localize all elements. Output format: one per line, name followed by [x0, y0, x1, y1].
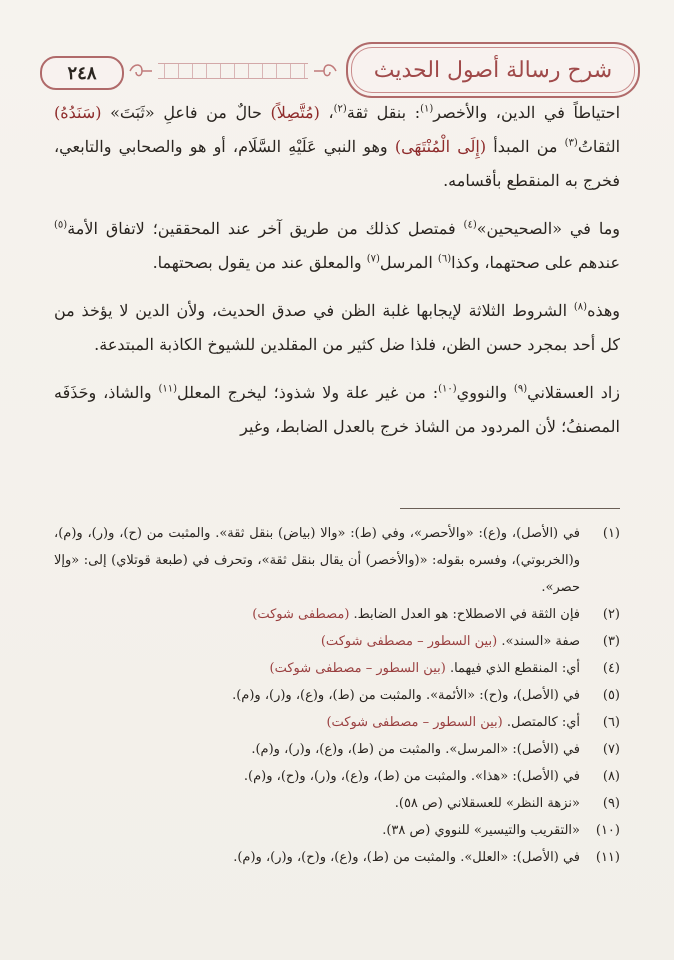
footnote-text [54, 628, 580, 655]
p1-text-b: : بنقل ثقة [346, 103, 421, 122]
footnote-text [54, 790, 580, 817]
footnote-number: (١٠) [595, 823, 620, 838]
p1-text-e: الثقاتُ [577, 137, 621, 156]
footnote-ref-10[interactable]: (١٠) [438, 383, 457, 395]
paragraph-2 [54, 212, 620, 280]
footnote-number: (٥) [602, 688, 620, 703]
book-title: شرح رسالة أصول الحديث [373, 57, 613, 83]
footnote-text [54, 520, 580, 601]
footnote-body: فإن الثقة في الاصطلاح: هو العدل الضابط. [353, 607, 580, 622]
ornament-right-icon [312, 60, 338, 82]
matn-muttasilan: (مُتَّصِلاً) [270, 103, 320, 122]
p1-text-d: حالٌ من فاعلِ «ثَبَتَ» [101, 103, 271, 122]
matn-sanaduhu: (سَنَدُهُ) [54, 103, 102, 122]
footnote-text [54, 763, 580, 790]
footnote-number: (١١) [595, 850, 620, 865]
footnote-number: (٧) [602, 742, 620, 757]
p3-text-b: الشروط الثلاثة لإيجابها غلبة الظن في صدق الحديث، ولأن الدين لا يؤخذ من كل أحد بمجرد حسن الظن، فلذا ضل كثير من المقلدين للشيوخ الكاذبة المبتدعة. [54, 301, 620, 354]
footnote-ref-6[interactable]: (٦) [437, 253, 452, 265]
footnote-4 [54, 655, 620, 682]
footnote-9 [54, 790, 620, 817]
footnote-body: «نزهة النظر» للعسقلاني (ص ٥٨). [394, 796, 580, 811]
footnote-10 [54, 817, 620, 844]
footnote-source: (بين السطور – مصطفى شوكت) [269, 661, 446, 676]
footnote-ref-7[interactable]: (٧) [366, 253, 380, 265]
footnotes [54, 520, 620, 871]
p3-text-a: وهذه [587, 301, 621, 320]
p1-text-g: وهو النبي عَلَيْهِ السَّلَام، أو هو والصحابي والتابعي، فخرج به المنقطع بأقسامه. [54, 137, 620, 190]
p2-text-c: عندهم على صحتهما، وكذا [451, 253, 620, 272]
footnote-number: (٤) [602, 661, 620, 676]
footnote-8 [54, 763, 620, 790]
p2-text-b: فمتصل كذلك من طريق آخر عند المحققين؛ لاتفاق الأمة [67, 219, 464, 238]
footnote-11 [54, 844, 620, 871]
footnote-text [54, 682, 580, 709]
p2-text-d: المرسل [379, 253, 438, 272]
footnote-ref-9[interactable]: (٩) [513, 383, 528, 395]
footnote-body: في (الأصل): «هذا». والمثبت من (ط)، و(ع)، و(ر)، و(ح)، و(م). [243, 769, 580, 784]
page-header [40, 42, 640, 96]
p2-text-e: والمعلق عند من يقول بصحتهما. [152, 253, 367, 272]
p4-text-c: : من غير علة ولا شذوذ؛ ليخرج المعلل [177, 383, 439, 402]
paragraph-4 [54, 376, 620, 444]
footnote-text [54, 655, 580, 682]
footnote-ref-4[interactable]: (٤) [463, 219, 477, 231]
footnote-number: (٣) [602, 634, 620, 649]
footnote-ref-1[interactable]: (١) [420, 103, 434, 115]
footnote-number: (٩) [602, 796, 620, 811]
p1-text-a: احتياطاً في الدين، والأخصر [433, 103, 621, 122]
footnote-source: (بين السطور – مصطفى شوكت) [320, 634, 498, 649]
paragraph-3 [54, 294, 620, 362]
footnote-text [54, 817, 580, 844]
footnote-body: في (الأصل): «المرسل». والمثبت من (ط)، و(ع)، و(ر)، و(م). [251, 742, 580, 757]
p1-text-c: ، [319, 103, 334, 122]
footnote-ref-2[interactable]: (٢) [333, 103, 347, 115]
footnote-text [54, 736, 580, 763]
footnote-body: أي: كالمتصل. [506, 715, 580, 730]
footnote-source: (مصطفى شوكت) [252, 607, 350, 622]
footnote-number: (٨) [602, 769, 620, 784]
footnote-divider [400, 508, 620, 509]
paragraph-1 [54, 96, 620, 198]
footnote-ref-5[interactable]: (٥) [54, 219, 68, 231]
p4-text-b: والنووي [456, 383, 514, 402]
header-ornament [128, 60, 338, 82]
footnote-ref-11[interactable]: (١١) [158, 383, 178, 395]
page-number: ٢٤٨ [67, 62, 97, 84]
footnote-1 [54, 520, 620, 601]
footnote-source: (بين السطور – مصطفى شوكت) [326, 715, 503, 730]
footnote-text [54, 601, 580, 628]
p4-text-a: زاد العسقلاني [527, 383, 621, 402]
page-number-badge [40, 56, 124, 90]
main-text [54, 96, 620, 458]
footnote-7 [54, 736, 620, 763]
footnote-body: في (الأصل)، و(ح): «الأئمة». والمثبت من (ط)، و(ع)، و(ر)، و(م). [232, 688, 580, 703]
ornament-band [158, 63, 308, 79]
footnote-text [54, 709, 580, 736]
footnote-body: أي: المنقطع الذي فيهما. [449, 661, 580, 676]
footnote-body: «التقريب والتيسير» للنووي (ص ٣٨). [382, 823, 580, 838]
book-title-cartouche [346, 42, 640, 98]
footnote-ref-8[interactable]: (٨) [573, 301, 588, 313]
footnote-body: صفة «السند». [501, 634, 580, 649]
footnote-5 [54, 682, 620, 709]
footnote-body: في (الأصل)، و(ع): «والأحصر»، وفي (ط): «والا (بياض) بنقل ثقة». والمثبت من (ح)، و(ر)، و(م)، و(الخربوتي)، وفسره بقوله: «(والأخصر) أن يقال بنقل ثقة»، وتحرف في (طبعة قوتلاي) إلى: «وإلا حصر». [54, 526, 580, 595]
ornament-left-icon [128, 60, 154, 82]
matn-ila-almuntaha: (إِلَى الْمُنْتَهَى) [394, 137, 487, 156]
footnote-number: (٦) [602, 715, 620, 730]
p2-text-a: وما في «الصحيحين» [476, 219, 620, 238]
footnote-3 [54, 628, 620, 655]
footnote-number: (٢) [602, 607, 620, 622]
footnote-text [54, 844, 580, 871]
p1-text-f: من المبدأ [486, 137, 565, 156]
p4-text-d: والشاذ، وحَذَفَه المصنفُ؛ لأن المردود من الشاذ خرج بالعدل الضابط، وغير [54, 383, 620, 436]
footnote-2 [54, 601, 620, 628]
footnote-ref-3[interactable]: (٣) [564, 137, 578, 149]
footnote-6 [54, 709, 620, 736]
footnote-number: (١) [602, 526, 620, 541]
footnote-body: في (الأصل): «العلل». والمثبت من (ط)، و(ع)، و(ح)، و(ر)، و(م). [233, 850, 580, 865]
